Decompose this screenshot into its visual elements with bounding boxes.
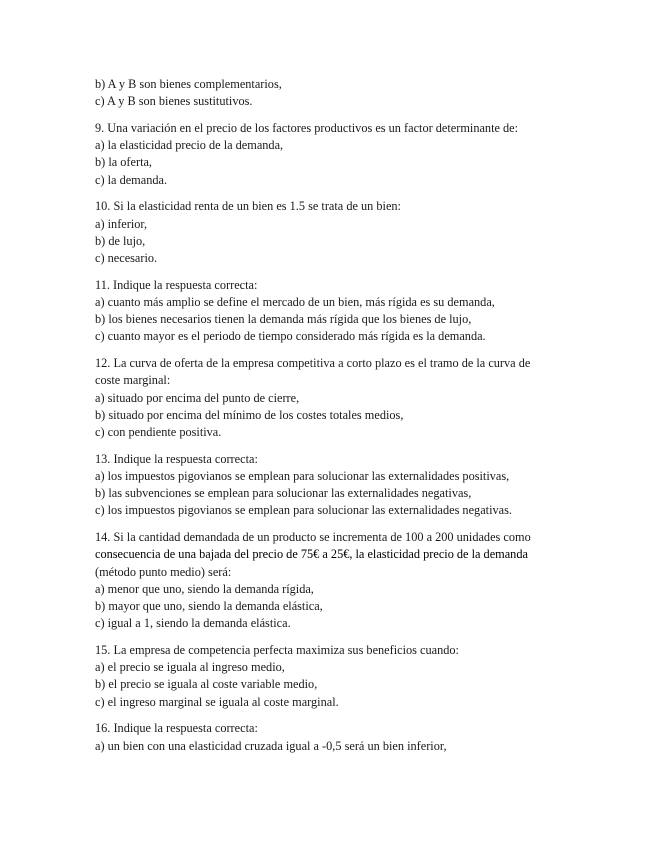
question-15-stem: 15. La empresa de competencia perfecta maximiza sus beneficios cuando: (95, 643, 459, 658)
question-8-continuation (95, 76, 565, 110)
question-11-option-b: b) los bienes necesarios tienen la demanda más rígida que los bienes de lujo, (95, 312, 472, 327)
question-9-option-c: c) la demanda. (95, 172, 168, 187)
question-10-option-a: a) inferior, (95, 216, 148, 231)
question-15-option-b: b) el precio se iguala al coste variable medio, (95, 677, 318, 692)
question-15-option-a: a) el precio se iguala al ingreso medio, (95, 660, 285, 675)
question-14-option-b: b) mayor que uno, siendo la demanda elástica, (95, 599, 323, 614)
question-11-option-c: c) cuanto mayor es el periodo de tiempo considerado más rígida es la demanda. (95, 329, 486, 344)
question-9-option-b: b) la oferta, (95, 155, 153, 170)
question-9-option-a: a) la elasticidad precio de la demanda, (95, 138, 284, 153)
question-15-option-c: c) el ingreso marginal se iguala al coste marginal. (95, 694, 339, 709)
question-12 (95, 355, 565, 441)
question-11-stem: 11. Indique la respuesta correcta: (95, 277, 258, 292)
question-10-option-b: b) de lujo, (95, 233, 146, 248)
question-15 (95, 642, 565, 711)
question-13-option-a: a) los impuestos pigovianos se emplean para solucionar las externalidades positivas, (95, 469, 510, 484)
question-14 (95, 529, 565, 632)
question-9-stem: 9. Una variación en el precio de los factores productivos es un factor determinante de: (95, 121, 519, 135)
question-14-stem-cont: consecuencia de una bajada del precio de 75€ a 25€, la elasticidad precio de la demanda (95, 547, 528, 562)
question-12-option-a: a) situado por encima del punto de cierre, (95, 390, 300, 405)
question-14-option-a: a) menor que uno, siendo la demanda rígida, (95, 581, 314, 596)
question-12-stem-cont: coste marginal: (95, 373, 171, 388)
option-b: b) A y B son bienes complementarios, (95, 77, 282, 91)
question-16-stem: 16. Indique la respuesta correcta: (95, 721, 258, 736)
question-9 (95, 120, 565, 189)
question-12-option-b: b) situado por encima del mínimo de los costes totales medios, (95, 407, 404, 422)
question-13 (95, 451, 565, 520)
question-10 (95, 198, 565, 267)
question-10-option-c: c) necesario. (95, 251, 158, 266)
option-c: c) A y B son bienes sustitutivos. (95, 94, 253, 109)
question-16-option-a: a) un bien con una elasticidad cruzada igual a -0,5 será un bien inferior, (95, 738, 447, 753)
question-14-stem-end: (método punto medio) será: (95, 564, 232, 579)
question-13-option-c: c) los impuestos pigovianos se emplean para solucionar las externalidades negativas. (95, 503, 512, 518)
question-14-stem: 14. Si la cantidad demandada de un producto se incrementa de 100 a 200 unidades como (95, 530, 531, 545)
question-13-stem: 13. Indique la respuesta correcta: (95, 451, 258, 466)
question-12-option-c: c) con pendiente positiva. (95, 425, 222, 440)
document-body (95, 76, 565, 764)
question-12-stem: 12. La curva de oferta de la empresa competitiva a corto plazo es el tramo de la curva de (95, 356, 531, 371)
question-16 (95, 720, 565, 754)
question-11-option-a: a) cuanto más amplio se define el mercado de un bien, más rígida es su demanda, (95, 295, 495, 310)
question-13-option-b: b) las subvenciones se emplean para solucionar las externalidades negativas, (95, 486, 472, 501)
question-14-option-c: c) igual a 1, siendo la demanda elástica. (95, 616, 291, 631)
question-11 (95, 277, 565, 346)
question-10-stem: 10. Si la elasticidad renta de un bien es 1.5 se trata de un bien: (95, 199, 401, 214)
